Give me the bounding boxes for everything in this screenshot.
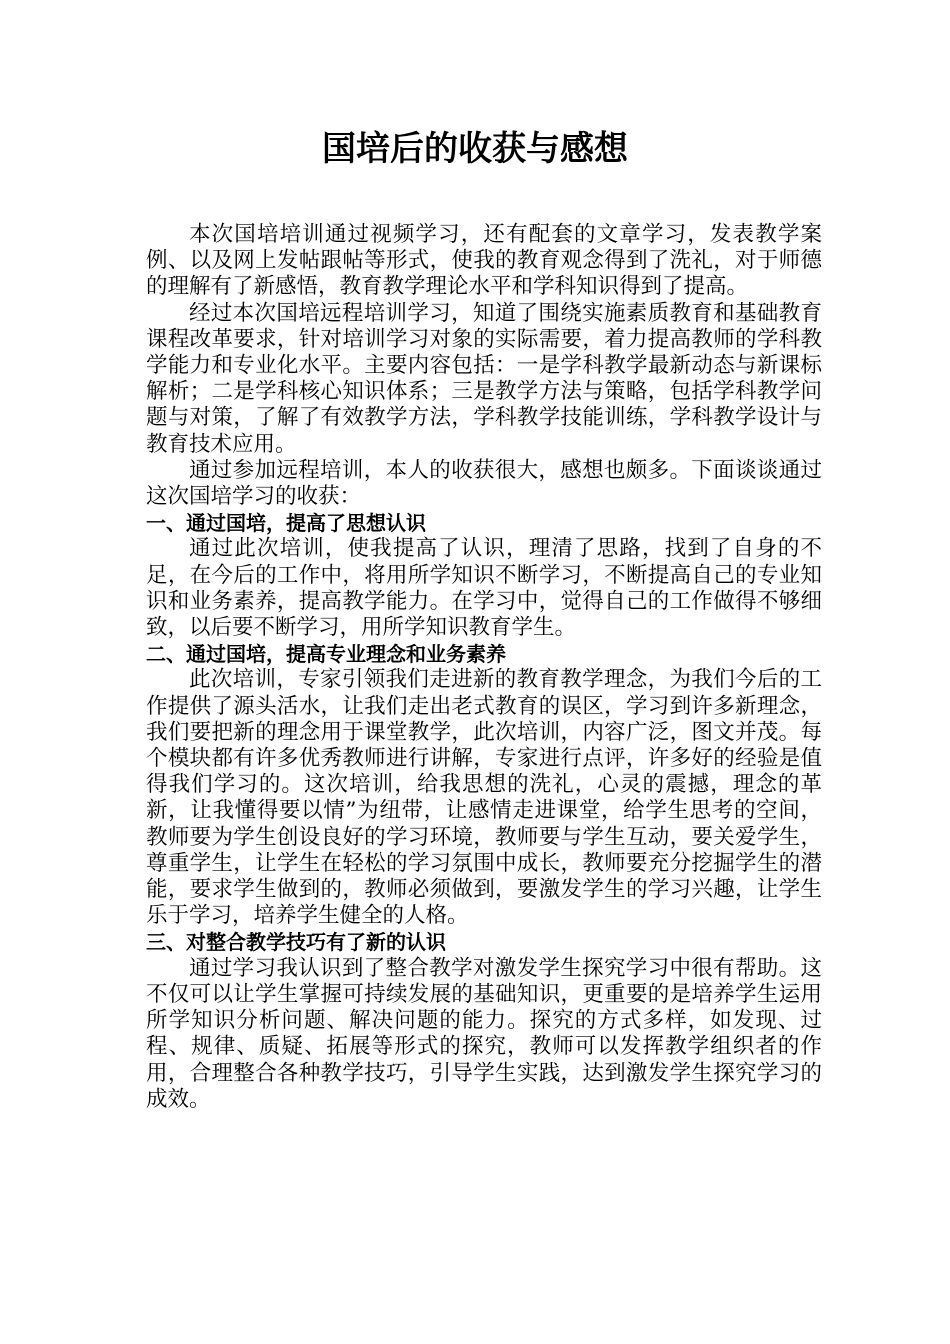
section-heading-3: 三、对整合教学技巧有了新的认识	[146, 930, 446, 955]
section-paragraph-3: 通过学习我认识到了整合教学对激发学生探究学习中很有帮助。这不仅可以让学生掌握可持续发展的基础知识，更重要的是培养学生运用所学知识分析问题、解决问题的能力。探究的方式多样，如发现、过程、规律、质疑、拓展等形式的探究，教师可以发挥教学组织者的作用，合理整合各种教学技巧，引导学生实践，达到激发学生探究学习的成效。	[146, 955, 822, 1112]
intro-paragraph-2: 经过本次国培远程培训学习，知道了围绕实施素质教育和基础教育课程改革要求，针对培训学习对象的实际需要，着力提高教师的学科教学能力和专业化水平。主要内容包括：一是学科教学最新动态与新课标解析；二是学科核心知识体系；三是教学方法与策略，包括学科教学问题与对策，了解了有效教学方法，学科教学技能训练，学科教学设计与教育技术应用。	[146, 300, 822, 457]
section-paragraph-2: 此次培训，专家引领我们走进新的教育教学理念，为我们今后的工作提供了源头活水，让我们走出老式教育的误区，学习到许多新理念，我们要把新的理念用于课堂教学，此次培训，内容广泛，图文并茂。每个模块都有许多优秀教师进行讲解，专家进行点评，许多好的经验是值得我们学习的。这次培训，给我思想的洗礼，心灵的震撼，理念的革新，让我懂得要以情”为纽带，让感情走进课堂，给学生思考的空间，教师要为学生创设良好的学习环境，教师要与学生互动，要关爱学生，尊重学生，让学生在轻松的学习氛围中成长，教师要充分挖掘学生的潜能，要求学生做到的，教师必须做到，要激发学生的学习兴趣，让学生乐于学习，培养学生健全的人格。	[146, 667, 822, 929]
section-paragraph-1: 通过此次培训，使我提高了认识，理清了思路，找到了自身的不足，在今后的工作中，将用所学知识不断学习，不断提高自己的专业知识和业务素养，提高教学能力。在学习中，觉得自己的工作做得不够细致，以后要不断学习，用所学知识教育学生。	[146, 536, 822, 641]
section-heading-1: 一、通过国培，提高了思想认识	[146, 511, 426, 536]
intro-paragraph-1: 本次国培培训通过视频学习，还有配套的文章学习，发表教学案例、以及网上发帖跟帖等形式，使我的教育观念得到了洗礼，对于师德的理解有了新感悟，教育教学理论水平和学科知识得到了提高。	[146, 222, 822, 300]
section-heading-2: 二、通过国培，提高专业理念和业务素养	[146, 642, 506, 667]
intro-paragraph-3: 通过参加远程培训，本人的收获很大，感想也颇多。下面谈谈通过这次国培学习的收获：	[146, 457, 822, 510]
document-title: 国培后的收获与感想	[322, 129, 628, 169]
document-body	[146, 222, 822, 1113]
